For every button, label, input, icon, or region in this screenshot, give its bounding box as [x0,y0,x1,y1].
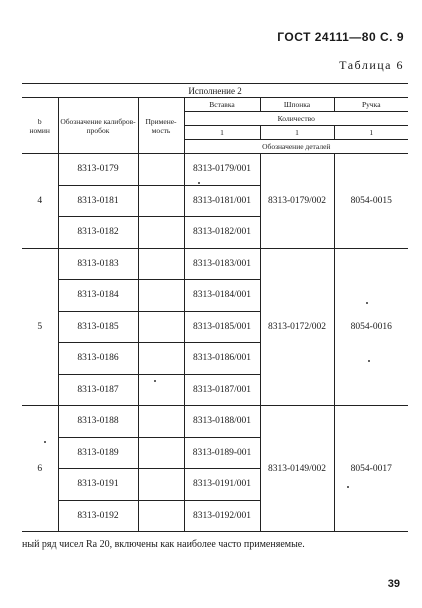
key-cell: 8313-0179/002 [260,154,334,249]
footer-note: ный ряд чисел Ra 20, включены как наиболее часто применяемые. [22,539,305,550]
col-b-unit: номин [29,125,50,135]
scan-speck [347,486,349,488]
col-b-symbol: b [37,116,42,126]
b-value: 5 [22,248,58,406]
insert-cell: 8313-0189-001 [184,437,260,469]
qty-insert: 1 [184,126,260,140]
key-cell: 8313-0172/002 [260,248,334,406]
document-header: ГОСТ 24111—80 С. 9 [277,30,404,44]
col-application-header: Примене-мость [138,98,184,154]
designation-cell: 8313-0186 [58,343,138,375]
insert-cell: 8313-0186/001 [184,343,260,375]
page-number: 39 [387,578,400,590]
b-value: 6 [22,406,58,532]
spec-table [22,83,408,532]
quantity-header: Количество [184,112,408,126]
handle-cell: 8054-0016 [334,248,408,406]
application-cell [138,437,184,469]
table-row [22,248,408,280]
col-insert-header: Вставка [184,98,260,112]
insert-cell: 8313-0182/001 [184,217,260,249]
parts-header: Обозначение деталей [184,140,408,154]
insert-cell: 8313-0188/001 [184,406,260,438]
designation-cell: 8313-0184 [58,280,138,312]
designation-cell: 8313-0183 [58,248,138,280]
qty-key: 1 [260,126,334,140]
table-body [22,154,408,532]
scan-speck [154,380,156,382]
designation-cell: 8313-0187 [58,374,138,406]
application-cell [138,248,184,280]
key-cell: 8313-0149/002 [260,406,334,532]
designation-cell: 8313-0189 [58,437,138,469]
col-handle-header: Ручка [334,98,408,112]
application-cell [138,469,184,501]
handle-cell: 8054-0015 [334,154,408,249]
application-cell [138,154,184,186]
scan-speck [44,441,46,443]
qty-handle: 1 [334,126,408,140]
designation-cell: 8313-0181 [58,185,138,217]
insert-cell: 8313-0184/001 [184,280,260,312]
col-designation-header: Обозначение калибров-пробок [58,98,138,154]
table-row [22,406,408,438]
scan-speck [368,360,370,362]
designation-cell: 8313-0191 [58,469,138,501]
application-cell [138,343,184,375]
application-cell [138,406,184,438]
designation-cell: 8313-0185 [58,311,138,343]
application-cell [138,500,184,532]
application-cell [138,217,184,249]
designation-cell: 8313-0188 [58,406,138,438]
insert-cell: 8313-0192/001 [184,500,260,532]
col-b-header [22,98,58,154]
insert-cell: 8313-0181/001 [184,185,260,217]
designation-cell: 8313-0182 [58,217,138,249]
application-cell [138,374,184,406]
scan-speck [366,302,368,304]
b-value: 4 [22,154,58,249]
execution-header: Исполнение 2 [22,84,408,98]
application-cell [138,280,184,312]
insert-cell: 8313-0185/001 [184,311,260,343]
scan-speck [198,182,200,184]
insert-cell: 8313-0179/001 [184,154,260,186]
table-row [22,154,408,186]
designation-cell: 8313-0179 [58,154,138,186]
insert-cell: 8313-0187/001 [184,374,260,406]
handle-cell: 8054-0017 [334,406,408,532]
designation-cell: 8313-0192 [58,500,138,532]
application-cell [138,185,184,217]
col-key-header: Шпонка [260,98,334,112]
application-cell [138,311,184,343]
insert-cell: 8313-0191/001 [184,469,260,501]
insert-cell: 8313-0183/001 [184,248,260,280]
table-title: Таблица 6 [339,58,404,72]
